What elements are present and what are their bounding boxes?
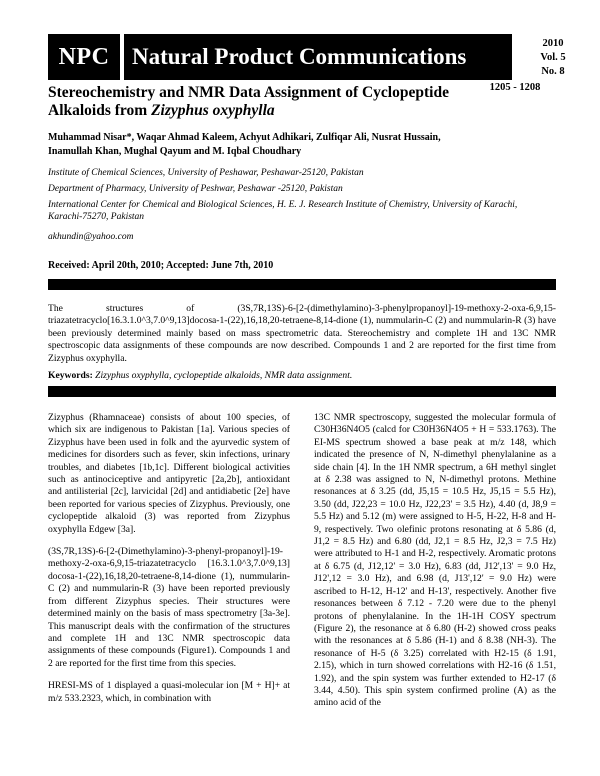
author-line-2: Inamullah Khan, Mughal Qayum and M. Iqbal Choudhary: [48, 146, 302, 157]
paragraph-intro: Zizyphus (Rhamnaceae) consists of about 100 species, of which six are indigenous to Pakistan [1a]. Various species of Zizyphus have been used in folk and the ayurvedic system of medicines for disorders such as fever, skin infections, urinary troubles, and diabetes [1b,1c]. Different biological activities such as antinociceptive and antipyretic [2a,2b], antioxidant and antilisterial [2c], larvicidal [2d] and antidiabetic [2e] have been reported for various species of Zizyphus. Previously, one cyclopeptide alkaloid (3) was reported from Zizyphus oxyphylla Edgew [3a].: [48, 412, 290, 535]
received-accepted-dates: Received: April 20th, 2010; Accepted: June 7th, 2010: [48, 260, 274, 271]
npc-logo-badge: [48, 34, 120, 80]
issue-year: 2010: [542, 38, 564, 49]
paragraph-compounds: (3S,7R,13S)-6-[2-(Dimethylamino)-3-phenyl-propanoyl]-19-methoxy-2-oxa-6,9,15-triazatetracyclo [16.3.1.0^3,7.0^9,13] docosa-1-(22),16,18,20-tetraene-8,14-dione (1), nummularin-C (2) and nummularin-R (3) have been reported previously from different Zizyphus species. Their structures were determined mainly on the basis of mass spectrometry [3a-3e]. This manuscript deals with the confirmation of the structures and complete 1H and 13C NMR spectroscopic data assignments of these compounds (Figure1). Compounds 1 and 2 are reported for the first time from this species.: [48, 546, 290, 669]
affiliation-a: Institute of Chemical Sciences, University of Peshawar, Peshawar-25120, Pakistan: [48, 168, 364, 178]
body-left-column: [48, 412, 290, 715]
body-right-column: [314, 412, 556, 720]
journal-name-bar: [124, 34, 512, 80]
affiliation-c: International Center for Chemical and Biological Sciences, H. E. J. Research Institute of Chemistry, University of Karachi, Karachi-75270, Pakistan: [48, 200, 518, 222]
paragraph-nmr: 13C NMR spectroscopy, suggested the molecular formula of C30H36N4O5 (calcd for C30H36N4O5 + H = 533.1763). The EI-MS spectrum showed a base peak at m/z 148, which indicated the presence of N, N-dimethyl phenylalanine as a side chain [4]. In the 1H NMR spectrum, a 6H methyl singlet at δ 2.38 was assigned to N, N-dimethyl protons. Methine resonances at δ 3.25 (dd, J5,15 = 10.5 Hz, J5,15 = 5.5 Hz), 3.50 (dd, J22,23 = 10.0 Hz, J22,23' = 3.5 Hz), 4.40 (d, J8,9 = 5.5 Hz) and 5.12 (m) were assigned to H-5, H-22, H-8 and H-9, respectively. Two olefinic protons resonating at δ 5.86 (d, J1,2 = 8.5 Hz) and 6.80 (dd, J2,1 = 8.5 Hz, J2,3 = 7.5 Hz) were attributed to H-1 and H-2, respectively. Aromatic protons at δ 6.75 (d, J12,12' = 3.0 Hz), 6.83 (dd, J12',13' = 9.0 Hz, J12',12 = 3.0 Hz), and 6.98 (d, J13',12' = 9.0 Hz) were ascribed to H-12, H-12' and H-13', respectively. Another five resonances between δ 7.12 - 7.20 were due to the phenyl protons of phenylalanine. In the 1H-1H COSY spectrum (Figure 2), the resonance at δ 6.80 (H-2) showed cross peaks with the resonances at δ 5.86 (H-1) and δ 8.38 (NH-3). The resonance of H-5 (δ 3.25) correlated with H2-15 (δ 1.91, 2.15), which in turn showed correlations with H2-16 (δ 1.51, 1.92), and the spin system was further extended to H2-17 (δ 3.44, 4.50). This spin system confirmed proline (A) as the amino acid of the: [314, 412, 556, 709]
affiliation-b: Department of Pharmacy, University of Peshwar, Peshawar -25120, Pakistan: [48, 184, 343, 194]
issue-volume: Vol. 5: [540, 52, 566, 63]
author-line-1: Muhammad Nisar*, Waqar Ahmad Kaleem, Achyut Adhikari, Zulfiqar Ali, Nusrat Hussain,: [48, 132, 441, 143]
paragraph-hresi: HRESI-MS of 1 displayed a quasi-molecular ion [M + H]+ at m/z 533.2323, which, in combination with: [48, 680, 290, 704]
article-title: [48, 84, 468, 120]
title-main: Stereochemistry and NMR Data Assignment of Cyclopeptide Alkaloids from: [48, 84, 449, 119]
npc-badge-text: NPC: [58, 43, 110, 70]
keywords: [48, 370, 556, 381]
keywords-text: Zizyphus oxyphylla, cyclopeptide alkaloids, NMR data assignment.: [95, 370, 353, 381]
title-species: Zizyphus oxyphylla: [151, 102, 275, 119]
bottom-divider-bar: [48, 386, 556, 397]
abstract-text: The structures of (3S,7R,13S)-6-[2-(dimethylamino)-3-phenylpropanoyl]-19-methoxy-2-oxa-6,9,15-triazatetracyclo[16.3.1.0^3,7.0^9,13]docosa-1-(22),16,18,20-tetraene-8,14-dione (1), nummularin-C (2) and nummularin-R (3) have been previously determined mainly based on mass spectrometric data. Stereochemistry and complete 1H and 13C NMR spectroscopic data assignments of these compounds are now described. Compounds 1 and 2 are reported for the first time from Zizyphus oxyphylla.: [48, 303, 556, 364]
top-divider-bar: [48, 279, 556, 290]
issue-info: [516, 34, 566, 80]
keywords-label: Keywords:: [48, 370, 93, 381]
journal-header: [48, 34, 566, 80]
journal-name: Natural Product Communications: [132, 44, 467, 69]
contact-email: akhundin@yahoo.com: [48, 232, 134, 242]
issue-number: No. 8: [541, 66, 565, 77]
author-list: [48, 131, 518, 159]
issue-pages: 1205 - 1208: [489, 82, 541, 93]
